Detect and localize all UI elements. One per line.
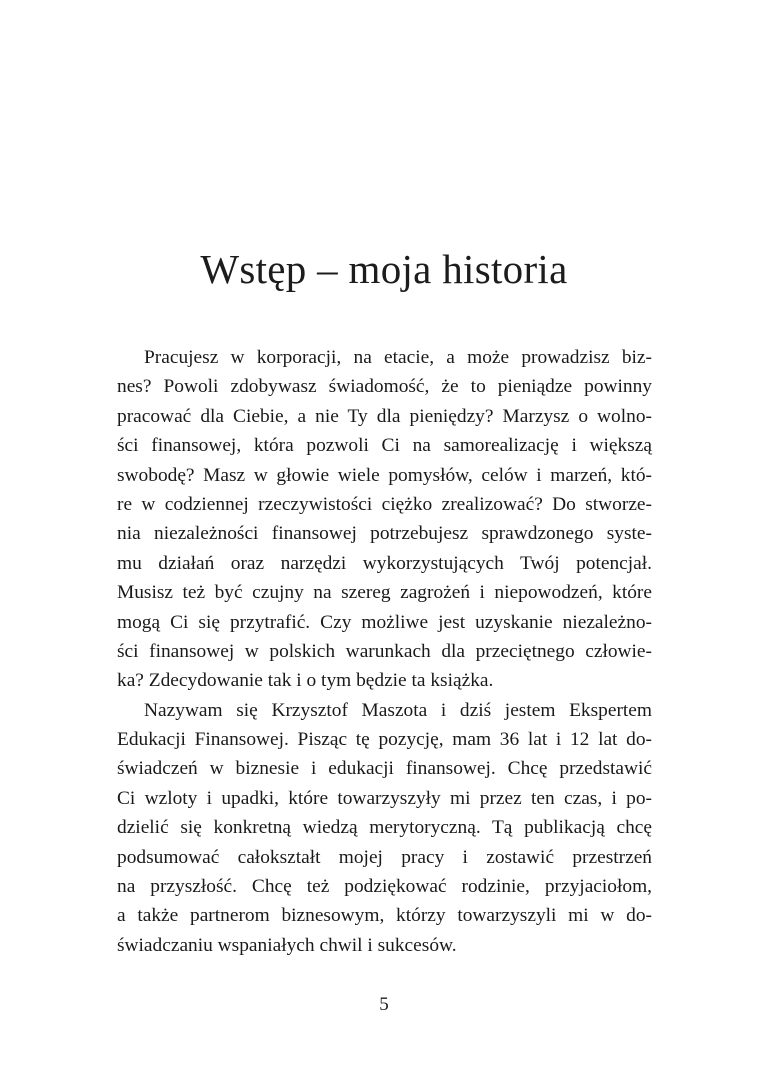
paragraph-2-line: Ci wzloty i upadki, które towarzyszyły mi przez ten czas, i po-: [117, 787, 652, 809]
paragraph-2-line: świadczeń w biznesie i edukacji finansowej. Chcę przedstawić: [117, 758, 652, 780]
paragraph-1-line: re w codziennej rzeczywistości ciężko zrealizować? Do stworze-: [117, 493, 652, 515]
paragraph-2-line: Nazywam się Krzysztof Maszota i dziś jestem Ekspertem: [144, 699, 652, 721]
paragraph-1-line: nes? Powoli zdobywasz świadomość, że to pieniądze powinny: [117, 376, 652, 398]
chapter-title: Wstęp – moja historia: [200, 246, 568, 292]
paragraph-2-line: na przyszłość. Chcę też podziękować rodzinie, przyjaciołom,: [117, 876, 652, 898]
paragraph-1-line: nia niezależności finansowej potrzebujesz sprawdzonego syste-: [117, 523, 652, 545]
paragraph-2-line: a także partnerom biznesowym, którzy towarzyszyli mi w do-: [117, 905, 652, 927]
paragraph-2-line: świadczaniu wspaniałych chwil i sukcesów.: [117, 934, 457, 956]
paragraph-1-line: mogą Ci się przytrafić. Czy możliwe jest uzyskanie niezależno-: [117, 611, 652, 633]
chapter-body: [117, 343, 652, 960]
paragraph-1-line: ka? Zdecydowanie tak i o tym będzie ta książka.: [117, 670, 494, 692]
paragraph-1-line: Pracujesz w korporacji, na etacie, a może prowadzisz biz-: [144, 347, 652, 368]
paragraph-1-line: ści finansowej w polskich warunkach dla przeciętnego człowie-: [117, 640, 652, 662]
paragraph-1-line: Musisz też być czujny na szereg zagrożeń i niepowodzeń, które: [117, 582, 652, 604]
page-number: 5: [379, 994, 389, 1015]
paragraph-1-line: swobodę? Masz w głowie wiele pomysłów, celów i marzeń, któ-: [117, 464, 652, 486]
paragraph-1-line: ści finansowej, która pozwoli Ci na samorealizację i większą: [117, 435, 652, 457]
paragraph-2-line: podsumować całokształt mojej pracy i zostawić przestrzeń: [117, 846, 652, 868]
paragraph-2-line: dzielić się konkretną wiedzą merytoryczną. Tą publikacją chcę: [117, 817, 652, 839]
paragraph-2-line: Edukacji Finansowej. Pisząc tę pozycję, mam 36 lat i 12 lat do-: [117, 729, 652, 751]
paragraph-1-line: mu działań oraz narzędzi wykorzystujących Twój potencjał.: [117, 552, 652, 574]
paragraph-1-line: pracować dla Ciebie, a nie Ty dla pieniędzy? Marzysz o wolno-: [117, 405, 652, 427]
